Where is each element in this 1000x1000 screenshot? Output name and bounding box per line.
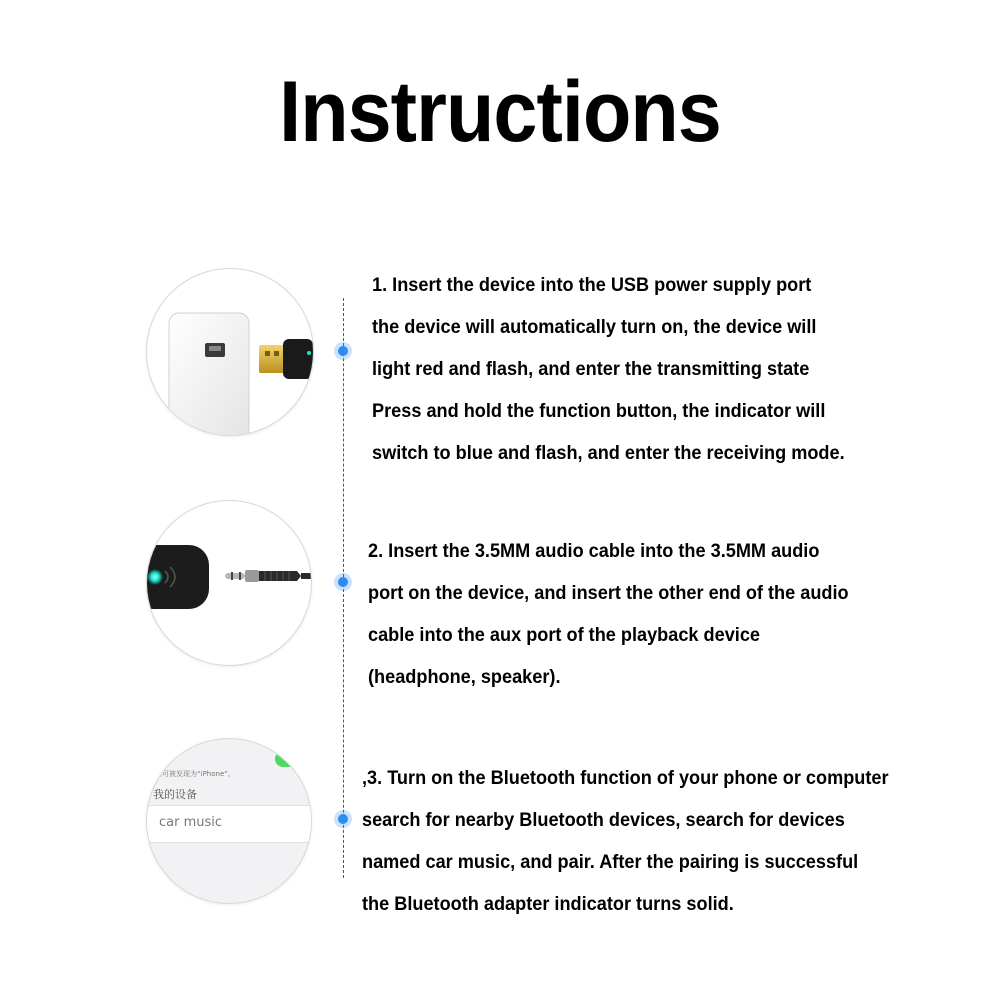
- step-1-line: Press and hold the function button, the indicator will: [372, 400, 826, 422]
- step-1-line: light red and flash, and enter the transmitting state: [372, 358, 810, 380]
- discoverable-hint: 已可被发现为“iPhone”。: [155, 770, 235, 778]
- step-3-line: the Bluetooth adapter indicator turns solid.: [362, 893, 734, 915]
- step-2-line: port on the device, and insert the other end of the audio: [368, 582, 849, 604]
- timeline-dot-1: [338, 346, 348, 356]
- toggle-switch: [275, 751, 305, 767]
- receiver-cable-illustration: [146, 500, 312, 666]
- timeline-dot-3: [338, 814, 348, 824]
- step-2-text: [368, 530, 849, 698]
- device-row: [147, 805, 311, 843]
- usb-charger-illustration: [146, 268, 314, 436]
- phone-screen-illustration: [146, 738, 312, 904]
- step-1-line: switch to blue and flash, and enter the receiving mode.: [372, 442, 845, 464]
- step-3-line: ,3. Turn on the Bluetooth function of your phone or computer: [362, 767, 889, 789]
- usb-charger-icon: [147, 269, 313, 435]
- step-1-line: the device will automatically turn on, the device will: [372, 316, 817, 338]
- step-3-line: named car music, and pair. After the pairing is successful: [362, 851, 859, 873]
- timeline-line: [343, 298, 344, 878]
- my-devices-label: 我的设备: [153, 788, 197, 801]
- step-3-text: [362, 757, 889, 925]
- step-2-line: (headphone, speaker).: [368, 666, 561, 688]
- step-2-line: 2. Insert the 3.5MM audio cable into the 3.5MM audio: [368, 540, 820, 562]
- step-1-text: [372, 264, 845, 474]
- page-title: Instructions: [279, 64, 721, 160]
- aux-cable-icon: [147, 501, 311, 665]
- step-2-line: cable into the aux port of the playback device: [368, 624, 761, 646]
- step-1-line: 1. Insert the device into the USB power supply port: [372, 274, 812, 296]
- timeline-dot-2: [338, 577, 348, 587]
- device-name: car music: [159, 815, 223, 830]
- step-3-line: search for nearby Bluetooth devices, search for devices: [362, 809, 845, 831]
